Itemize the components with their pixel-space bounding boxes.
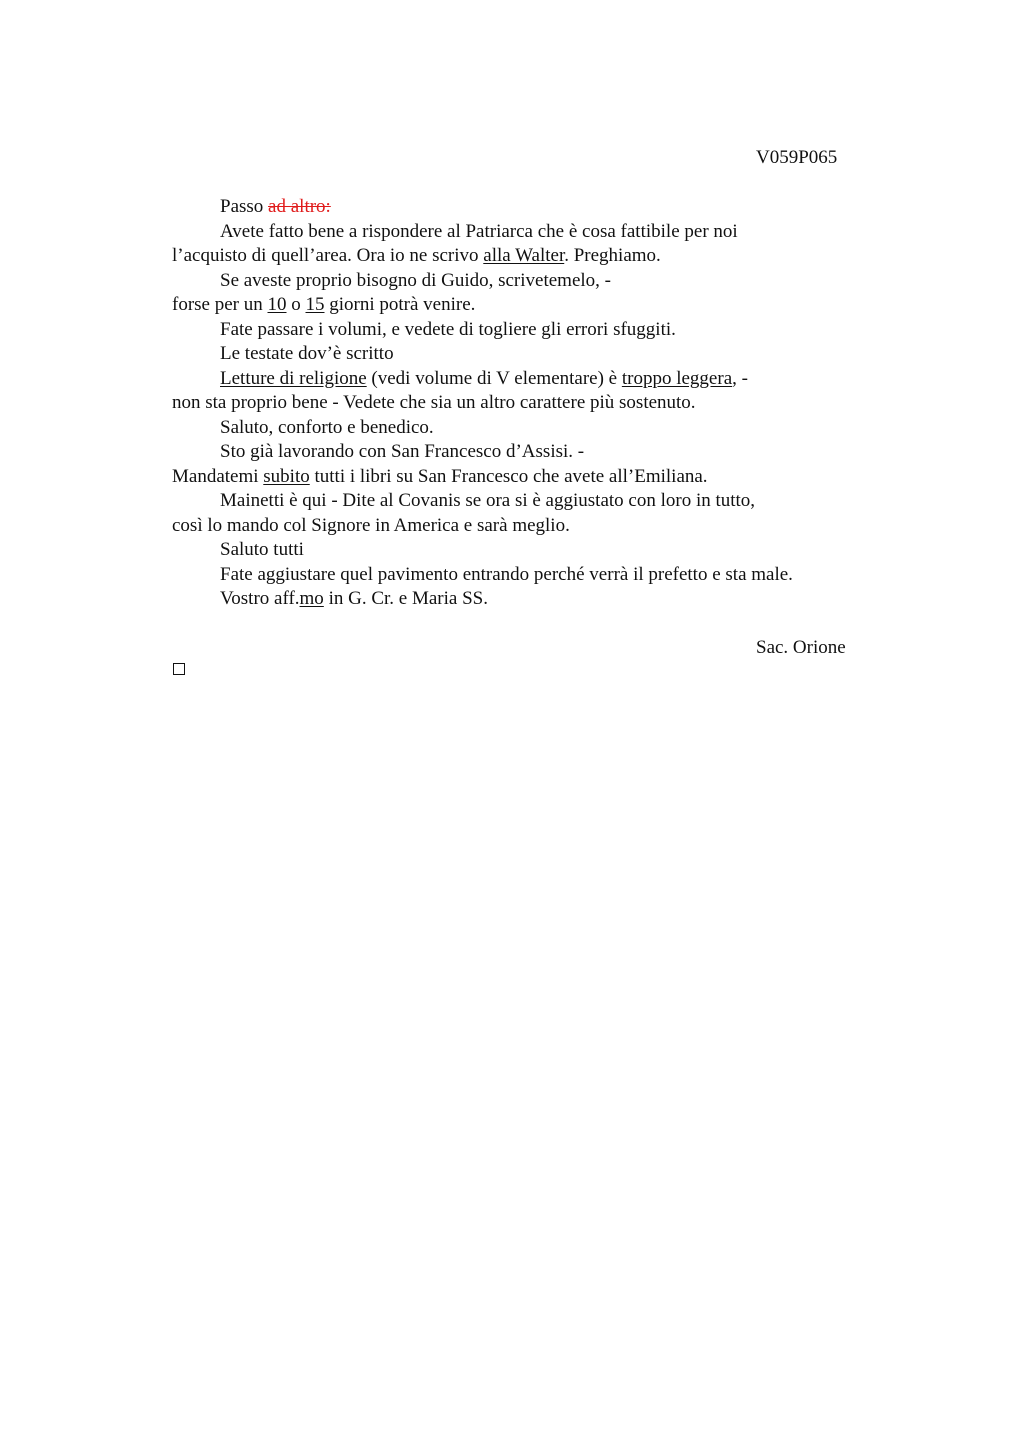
- text-run: Vostro aff.: [220, 588, 300, 609]
- line-6: [172, 318, 872, 343]
- text-run: Mainetti è qui - Dite al Covanis se ora si è aggiustato con loro in tutto,: [220, 490, 756, 511]
- underlined-text: Letture di religione: [220, 367, 367, 389]
- text-run: l’acquisto di quell’area. Ora io ne scrivo: [172, 245, 484, 266]
- line-16: [172, 563, 872, 588]
- line-2: [172, 220, 872, 245]
- text-run: Avete fatto bene a rispondere al Patriarca che è cosa fattibile per noi: [220, 220, 738, 242]
- line-10: [172, 416, 872, 441]
- underlined-text: mo: [299, 588, 324, 609]
- underlined-text: alla Walter: [483, 245, 565, 266]
- line-9: [172, 391, 872, 416]
- line-8: [172, 367, 872, 392]
- line-11: [172, 440, 872, 465]
- line-4: [172, 269, 872, 294]
- text-run: Saluto, conforto e benedico.: [220, 416, 434, 438]
- text-run: o: [286, 294, 306, 315]
- text-run: così lo mando col Signore in America e sarà meglio.: [172, 514, 570, 536]
- text-run: , -: [732, 367, 748, 389]
- underlined-text: troppo leggera: [621, 367, 733, 389]
- text-run: Fate aggiustare quel pavimento entrando perché verrà il prefetto e sta male.: [220, 563, 793, 585]
- line-15: [172, 538, 872, 563]
- line-5: [172, 293, 872, 318]
- line-17: [172, 587, 872, 612]
- text-run: non sta proprio bene - Vedete che sia un altro carattere più sostenuto.: [172, 392, 696, 413]
- struck-text: ad altro:: [268, 196, 331, 217]
- line-13: [172, 489, 872, 514]
- text-run: tutti i libri su San Francesco che avete all’Emiliana.: [309, 465, 708, 487]
- empty-box-icon: [173, 663, 185, 675]
- line-14: [172, 514, 872, 539]
- document-id: V059P065: [756, 147, 838, 168]
- text-run: Sto già lavorando con San Francesco d’Assisi. -: [220, 441, 585, 462]
- text-run: Mandatemi: [172, 465, 264, 487]
- underlined-text: 10: [267, 294, 287, 315]
- text-run: in G. Cr. e Maria SS.: [323, 588, 488, 609]
- text-run: . Preghiamo.: [564, 245, 661, 266]
- text-run: Fate passare i volumi, e vedete di togliere gli errori sfuggiti.: [220, 318, 676, 340]
- underlined-text: subito: [263, 465, 310, 487]
- text-run: forse per un: [172, 294, 268, 315]
- text-run: giorni potrà venire.: [324, 294, 476, 315]
- line-12: [172, 465, 872, 490]
- line-7: [172, 342, 872, 367]
- text-run: Saluto tutti: [220, 539, 304, 560]
- line-1: [172, 195, 872, 220]
- line-3: [172, 244, 872, 269]
- text-run: (vedi volume di V elementare) è: [366, 367, 622, 389]
- text-run: Passo: [220, 196, 269, 217]
- underlined-text: 15: [305, 294, 325, 315]
- text-run: Se aveste proprio bisogno di Guido, scrivetemelo, -: [220, 269, 612, 291]
- text-run: Le testate dov’è scritto: [220, 343, 394, 364]
- signature: Sac. Orione: [756, 637, 846, 658]
- letter-body: [172, 195, 872, 612]
